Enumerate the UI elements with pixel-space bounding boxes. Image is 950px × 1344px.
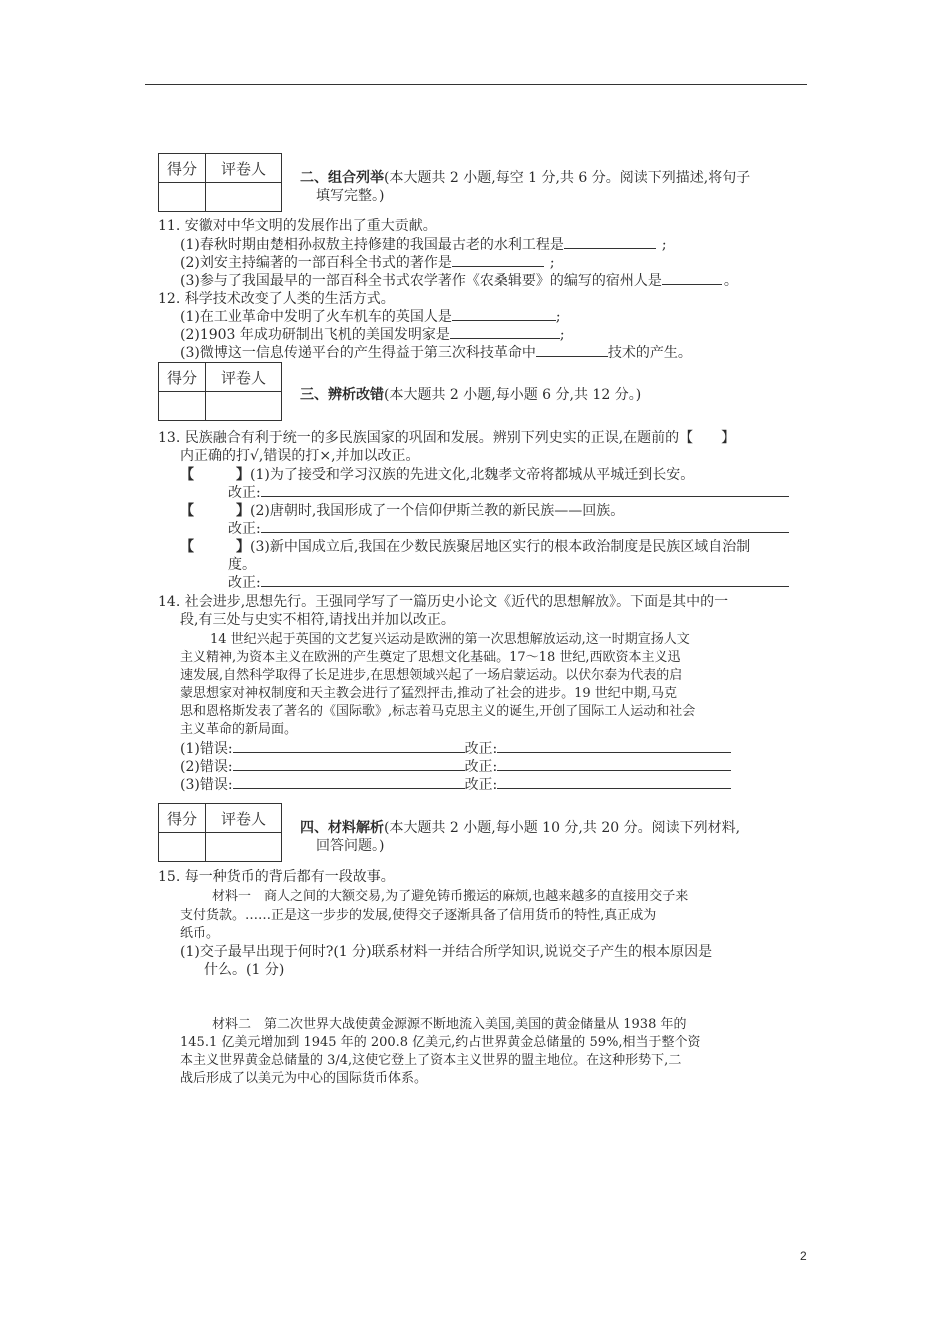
grader-cell — [206, 833, 282, 862]
q15-material1-line: 纸币。 — [180, 926, 220, 941]
section3-heading: 三、辨析改错(本大题共 2 小题,每小题 6 分,共 12 分。) — [300, 387, 642, 403]
score-cell — [159, 392, 206, 421]
q14-para-line: 主义革命的新局面。 — [180, 722, 298, 737]
q15-material1-line: 支付货款。……正是这一步步的发展,使得交子逐渐具备了信用货币的特性,真正成为 — [180, 908, 657, 923]
q15-material1-line: 材料一 商人之间的大额交易,为了避免铸币搬运的麻烦,也越来越多的直接用交子来 — [212, 889, 689, 904]
q13-fix-2: 改正: — [228, 518, 789, 538]
q12-item-2: (2)1903 年成功研制出飞机的美国发明家是 ; — [180, 324, 565, 344]
q15-material2-line: 145.1 亿美元增加到 1945 年的 200.8 亿美元,约占世界黄金总储量的 59%,相当于整个资 — [180, 1035, 701, 1050]
q14-stem-cont: 段,有三处与史实不相符,请找出并加以改正。 — [180, 612, 455, 628]
header-rule — [145, 84, 807, 85]
q14-para-line: 速发展,自然科学取得了长足进步,在思想领域兴起了一场启蒙运动。以伏尔泰为代表的启 — [180, 668, 683, 683]
q11-item-2: (2)刘安主持编著的一部百科全书式的著作是 ; — [180, 252, 555, 272]
fix-blank[interactable] — [261, 518, 789, 533]
score-cell — [159, 833, 206, 862]
q14-para-line: 思和恩格斯发表了著名的《国际歌》,标志着马克思主义的诞生,开创了国际工人运动和社会 — [180, 704, 696, 719]
q11-item-1: (1)春秋时期由楚相孙叔敖主持修建的我国最古老的水利工程是 ; — [180, 234, 667, 254]
q14-para-line: 14 世纪兴起于英国的文艺复兴运动是欧洲的第一次思想解放运动,这一时期宣扬人文 — [210, 632, 690, 647]
q12-item-1: (1)在工业革命中发明了火车机车的英国人是 ; — [180, 306, 561, 326]
answer-blank[interactable] — [450, 324, 560, 339]
fix-blank[interactable] — [497, 738, 731, 753]
grader-label: 评卷人 — [206, 804, 282, 833]
answer-blank[interactable] — [452, 306, 556, 321]
score-label: 得分 — [159, 804, 206, 833]
grader-cell — [206, 392, 282, 421]
q14-row-2: (2)错误: 改正: — [180, 756, 731, 776]
section2-heading-cont: 填写完整。) — [316, 188, 385, 204]
q12-item-3: (3)微博这一信息传递平台的产生得益于第三次科技革命中 技术的产生。 — [180, 342, 692, 362]
q15-material2-line: 材料二 第二次世界大战使黄金源源不断地流入美国,美国的黄金储量从 1938 年的 — [212, 1017, 687, 1032]
q11-item-3: (3)参与了我国最早的一部百科全书式农学著作《农桑辑要》的编写的宿州人是 。 — [180, 270, 738, 290]
score-cell — [159, 183, 206, 212]
fix-blank[interactable] — [497, 774, 731, 789]
error-blank[interactable] — [233, 774, 465, 789]
answer-blank[interactable] — [662, 270, 722, 285]
error-blank[interactable] — [233, 738, 465, 753]
q15-stem: 15. 每一种货币的背后都有一段故事。 — [158, 869, 395, 885]
q15-material2-line: 本主义世界黄金总储量的 3/4,这使它登上了资本主义世界的盟主地位。在这种形势下,二 — [180, 1053, 682, 1068]
q14-row-3: (3)错误: 改正: — [180, 774, 731, 794]
q13-fix-3: 改正: — [228, 572, 789, 592]
section4-heading-cont: 回答问题。) — [316, 838, 385, 854]
answer-blank[interactable] — [536, 342, 608, 357]
q13-item-1: 【 】(1)为了接受和学习汉族的先进文化,北魏孝文帝将都城从平城迁到长安。 — [180, 467, 695, 483]
grader-label: 评卷人 — [206, 363, 282, 392]
score-box-4 — [158, 803, 282, 862]
section2-heading: 二、组合列举(本大题共 2 小题,每空 1 分,共 6 分。阅读下列描述,将句子 — [300, 170, 751, 186]
q13-fix-1: 改正: — [228, 482, 789, 502]
score-box-2 — [158, 153, 282, 212]
score-label: 得分 — [159, 363, 206, 392]
q15-material2-line: 战后形成了以美元为中心的国际货币体系。 — [180, 1071, 428, 1086]
q13-stem-cont: 内正确的打√,错误的打×,并加以改正。 — [180, 448, 420, 464]
q14-para-line: 蒙思想家对神权制度和天主教会进行了猛烈抨击,推动了社会的进步。19 世纪中期,马克 — [180, 686, 677, 701]
q13-item-3: 【 】(3)新中国成立后,我国在少数民族聚居地区实行的根本政治制度是民族区域自治制 — [180, 539, 751, 555]
q13-item-3-cont: 度。 — [228, 557, 256, 573]
fix-blank[interactable] — [497, 756, 731, 771]
grader-label: 评卷人 — [206, 154, 282, 183]
grader-cell — [206, 183, 282, 212]
section4-heading: 四、材料解析(本大题共 2 小题,每小题 10 分,共 20 分。阅读下列材料, — [300, 820, 741, 836]
q13-item-2: 【 】(2)唐朝时,我国形成了一个信仰伊斯兰教的新民族——回族。 — [180, 503, 625, 519]
q11-stem: 11. 安徽对中华文明的发展作出了重大贡献。 — [158, 218, 437, 234]
q15-sub1: (1)交子最早出现于何时?(1 分)联系材料一并结合所学知识,说说交子产生的根本原因是 — [180, 944, 713, 960]
page-number: 2 — [800, 1249, 807, 1263]
q14-stem: 14. 社会进步,思想先行。王强同学写了一篇历史小论文《近代的思想解放》。下面是其中的一 — [158, 594, 729, 610]
score-label: 得分 — [159, 154, 206, 183]
error-blank[interactable] — [233, 756, 465, 771]
score-box-3 — [158, 362, 282, 421]
answer-blank[interactable] — [452, 252, 544, 267]
fix-blank[interactable] — [261, 482, 789, 497]
q14-row-1: (1)错误: 改正: — [180, 738, 731, 758]
q14-para-line: 主义精神,为资本主义在欧洲的产生奠定了思想文化基础。17～18 世纪,西欧资本主义迅 — [180, 650, 681, 665]
answer-blank[interactable] — [564, 234, 656, 249]
q12-stem: 12. 科学技术改变了人类的生活方式。 — [158, 291, 395, 307]
q15-sub1-cont: 什么。(1 分) — [204, 962, 285, 978]
fix-blank[interactable] — [261, 572, 789, 587]
q13-stem: 13. 民族融合有利于统一的多民族国家的巩固和发展。辨别下列史实的正误,在题前的【 】 — [158, 430, 736, 446]
